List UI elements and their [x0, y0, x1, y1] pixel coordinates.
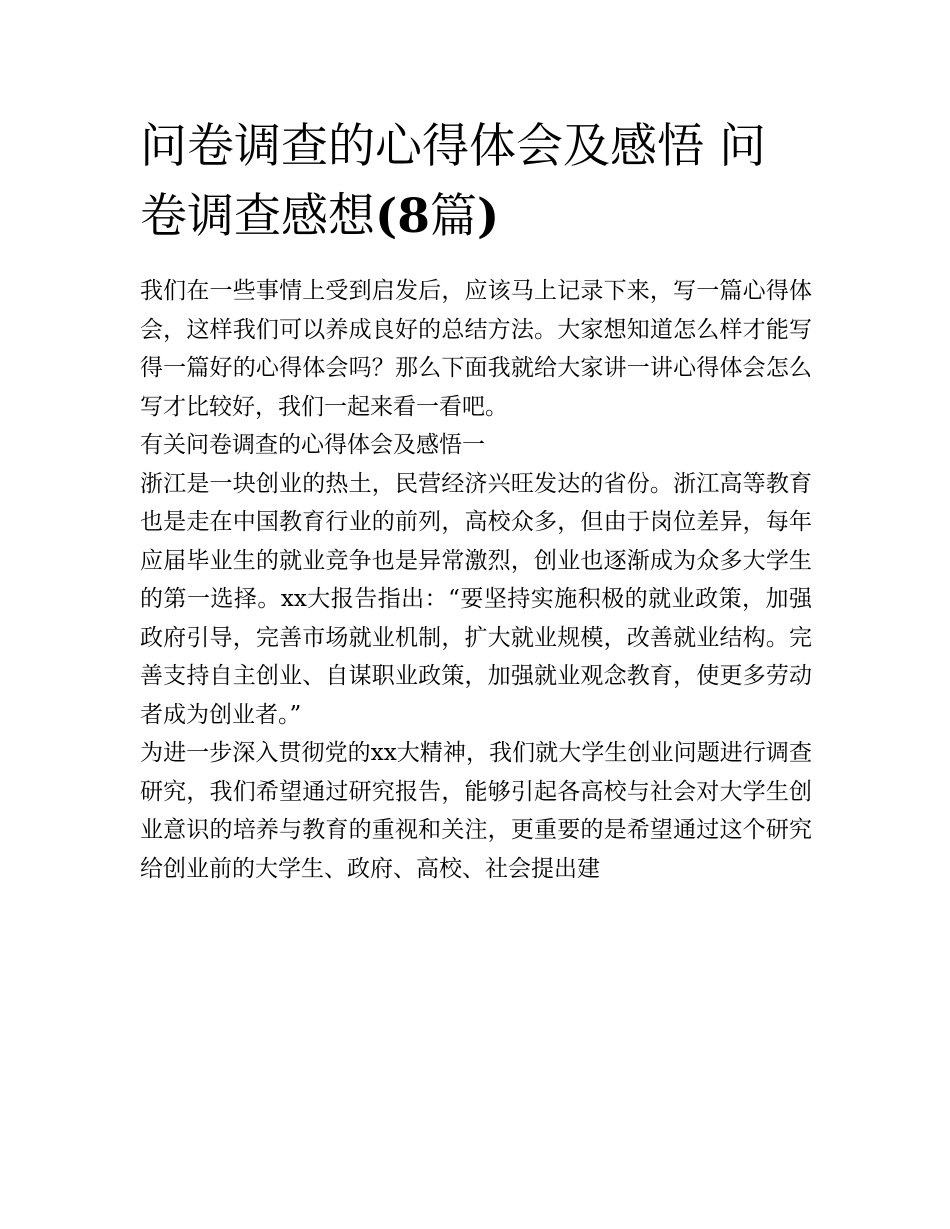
body-paragraph: 为进一步深入贯彻党的xx大精神，我们就大学生创业问题进行调查研究，我们希望通过研究报告，能够引起各高校与社会对大学生创业意识的培养与教育的重视和关注，更重要的是希望通过这个研究给创业前的大学生、政府、高校、社会提出建 [140, 740, 812, 882]
title-count-unit: 篇 [429, 189, 477, 244]
title-count-open: (8 [375, 189, 430, 244]
document-body [140, 272, 812, 888]
document-title [140, 112, 812, 252]
section-heading: 有关问卷调查的心得体会及感悟一 [140, 432, 485, 458]
body-paragraph: 浙江是一块创业的热土，民营经济兴旺发达的省份。浙江高等教育也是走在中国教育行业的前列，高校众多，但由于岗位差异，每年应届毕业生的就业竞争也是异常激烈，创业也逐渐成为众多大学生的第一选择。xx大报告指出：“要坚持实施积极的就业政策，加强政府引导，完善市场就业机制，扩大就业规模，改善就业结构。完善支持自主创业、自谋职业政策，加强就业观念教育，使更多劳动者成为创业者。” [140, 470, 812, 728]
title-line-1: 问卷调查的心得体会及感悟 问 [140, 119, 766, 174]
document-page [140, 112, 812, 888]
title-count-close: ) [476, 189, 500, 244]
intro-paragraph: 我们在一些事情上受到启发后，应该马上记录下来，写一篇心得体会，这样我们可以养成良好的总结方法。大家想知道怎么样才能写得一篇好的心得体会吗？那么下面我就给大家讲一讲心得体会怎么写才比较好，我们一起来看一看吧。 [140, 278, 812, 420]
title-line-2: 卷调查感想 [140, 189, 375, 244]
